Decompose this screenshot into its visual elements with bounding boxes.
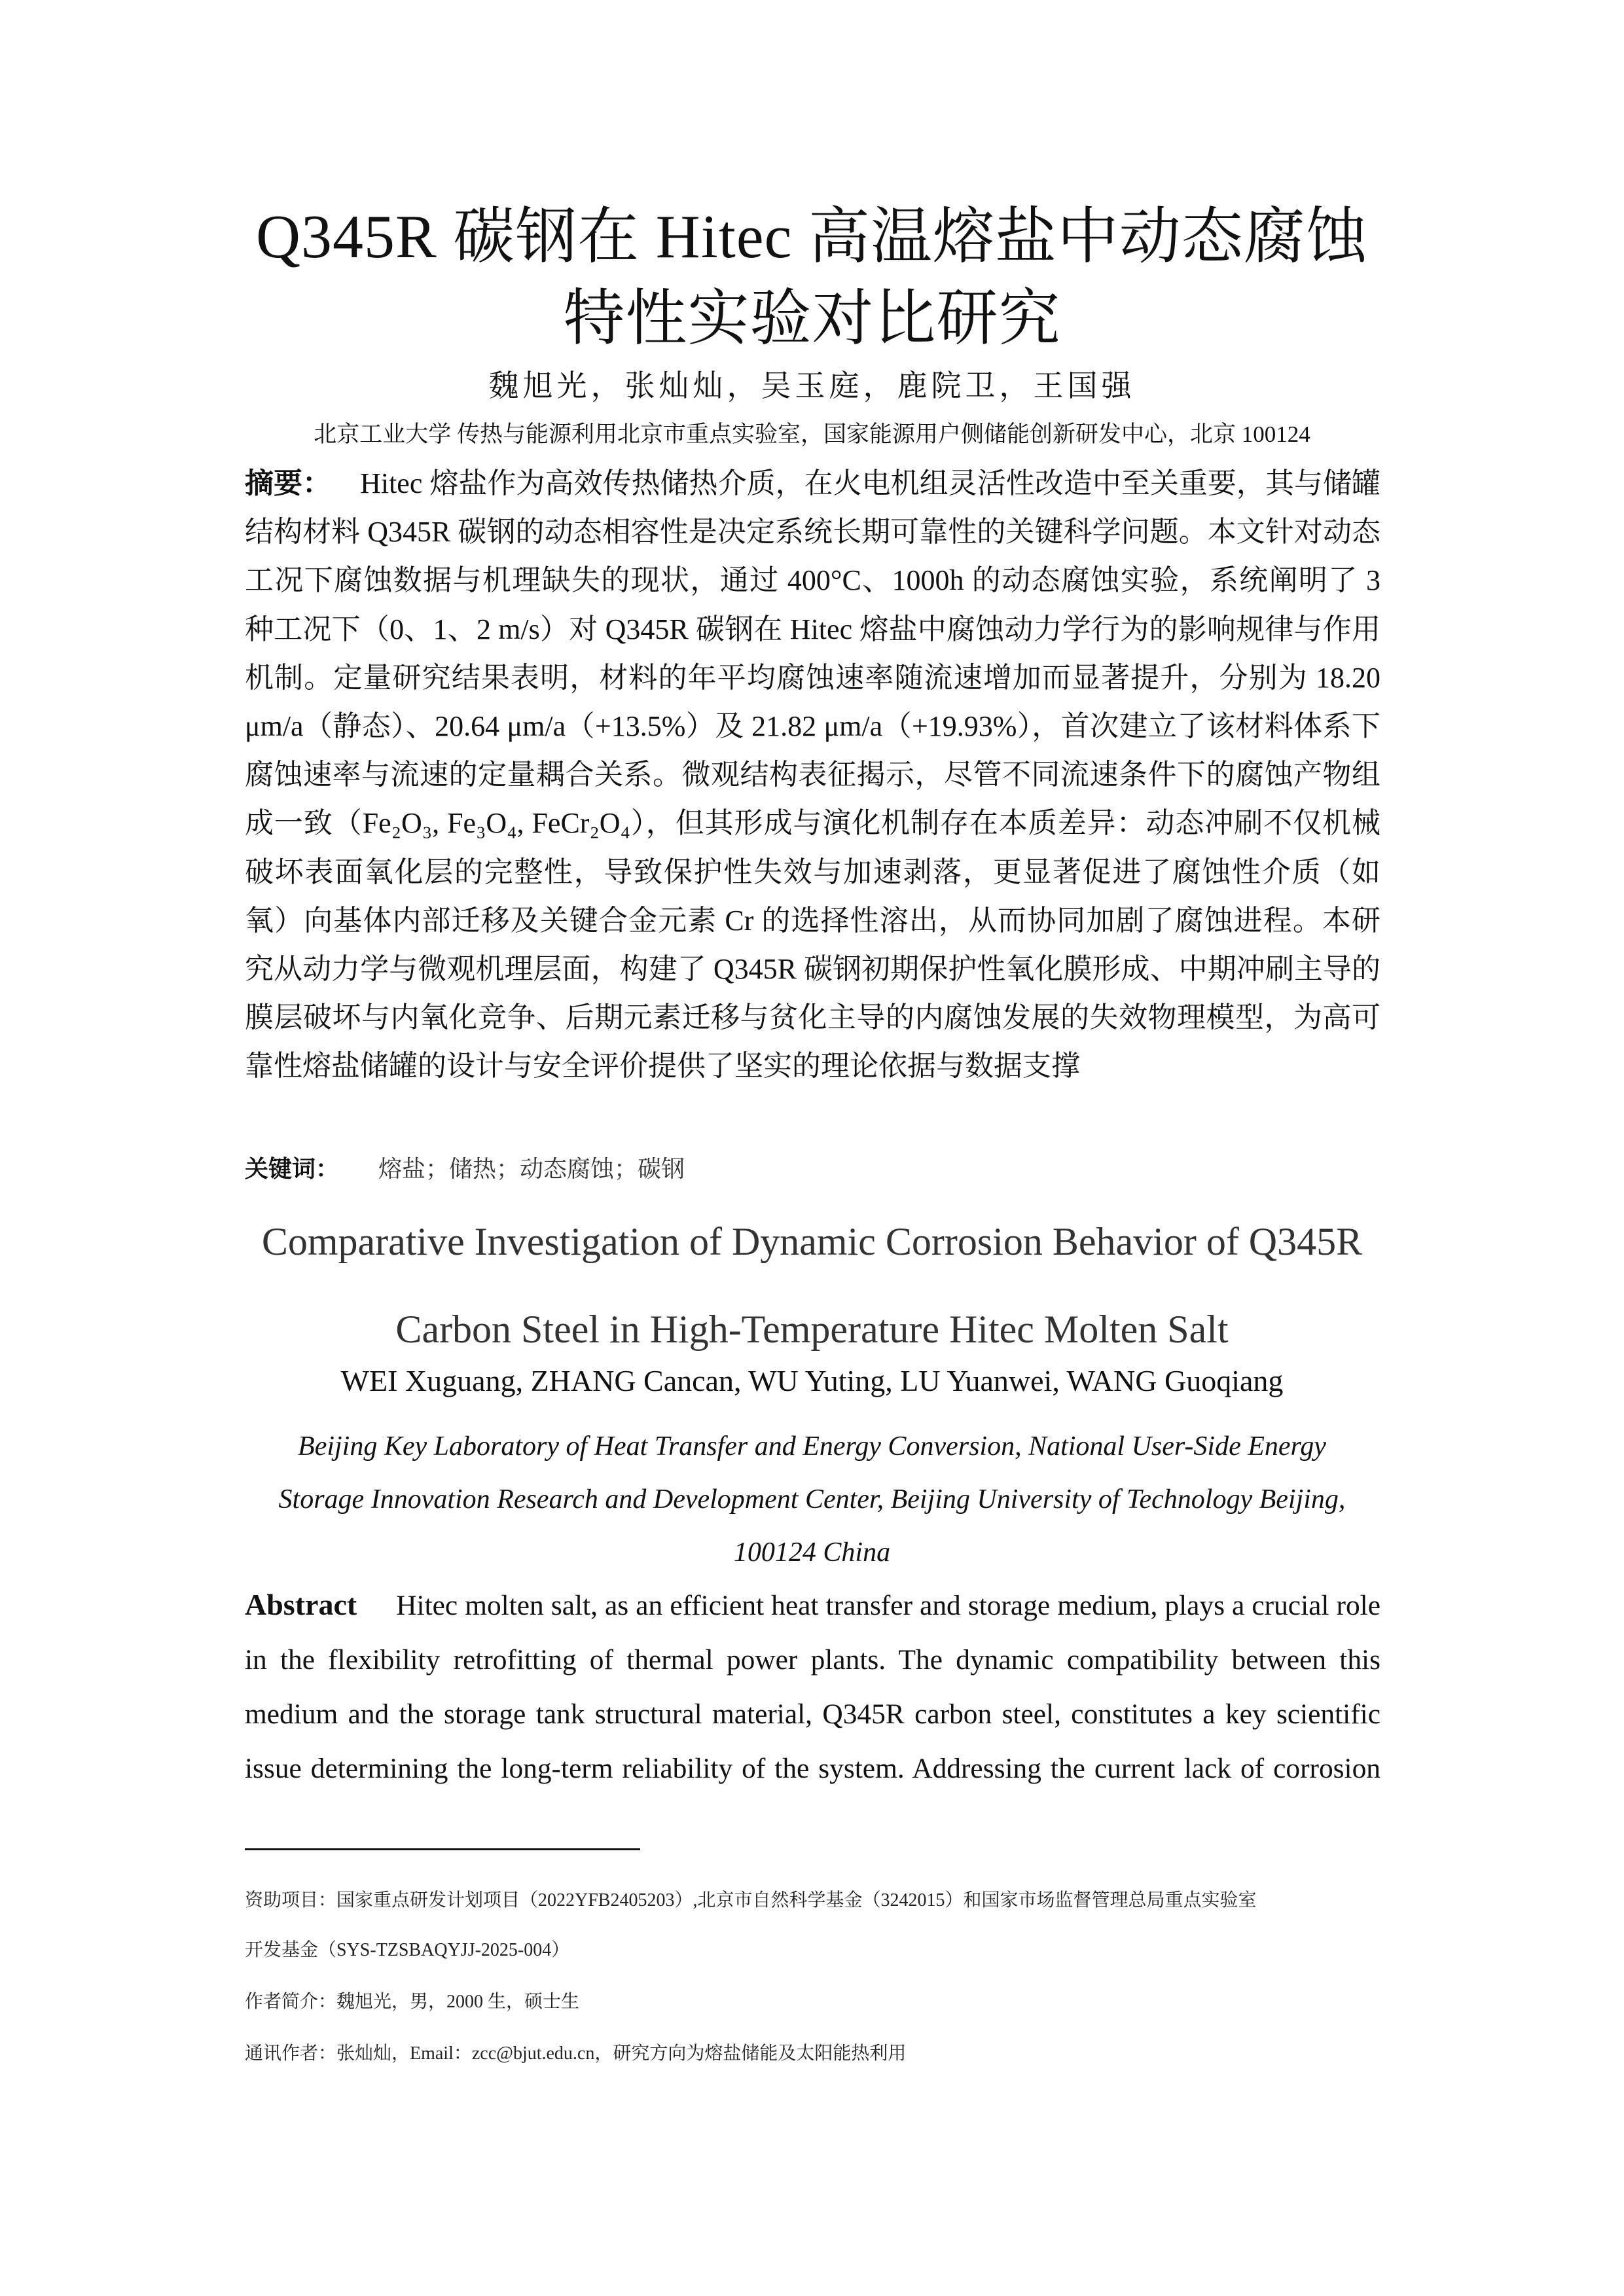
- affiliation-en-line1: Beijing Key Laboratory of Heat Transfer and Energy Conversion, National User-Side Energy: [298, 1431, 1326, 1462]
- abstract-en-label: Abstract: [245, 1588, 357, 1621]
- abstract-cn-text: Hitec 熔盐作为高效传热储热介质，在火电机组灵活性改造中至关重要，其与储罐结构材料 Q345R 碳钢的动态相容性是决定系统长期可靠性的关键科学问题。本文针对动态工况下腐蚀数据与机理缺失的现状，通过 400°C、1000h 的动态腐蚀实验，系统阐明了 3 种工况下（0、1、2 m/s）对 Q345R 碳钢在 Hitec 熔盐中腐蚀动力学行为的影响规律与作用机制。定量研究结果表明，材料的年平均腐蚀速率随流速增加而显著提升，分别为 18.20 μm/a（静态）、20.64 μm/a（+13.5%）及 21.82 μm/a（+19.93%），首次建立了该材料体系下腐蚀速率与流速的定量耦合关系。微观结构表征揭示，尽管不同流速条件下的腐蚀产物组成一致（Fe₂O₃, Fe₃O₄, FeCr₂O₄），但其形成与演化机制存在本质差异：动态冲刷不仅机械破坏表面氧化层的完整性，导致保护性失效与加速剥落，更显著促进了腐蚀性介质（如氧）向基体内部迁移及关键合金元素 Cr 的选择性溶出，从而协同加剧了腐蚀进程。本研究从动力学与微观机理层面，构建了 Q345R 碳钢初期保护性氧化膜形成、中期冲刷主导的膜层破坏与内氧化竞争、后期元素迁移与贫化主导的内腐蚀发展的失效物理模型，为高可靠性熔盐储罐的设计与安全评价提供了坚实的理论依据与数据支撑: [245, 467, 1381, 1083]
- keywords-cn-label: 关键词：: [245, 1156, 340, 1183]
- paper-title-cn: [196, 196, 1428, 360]
- paper-title-en-line1: Comparative Investigation of Dynamic Corrosion Behavior of Q345R: [261, 1220, 1363, 1263]
- affiliation-cn: 北京工业大学 传热与能源利用北京市重点实验室，国家能源用户侧储能创新研发中心，北京 100124: [314, 422, 1310, 447]
- abstract-en-text: Hitec molten salt, as an efficient heat transfer and storage medium, plays a crucial role in the flexibility retrofitting of thermal power plants. The dynamic compatibility between this medium and the storage tank structural material, Q345R carbon steel, constitutes a key scientific issue determining the long-term reliability of the system. Addressing the current lack of corrosion: [245, 1590, 1380, 1784]
- footnote-divider: [245, 1848, 640, 1850]
- paper-title-cn-line2: 特性实验对比研究: [563, 285, 1061, 353]
- affiliation-en: [242, 1420, 1382, 1579]
- authors-cn: 魏旭光，张灿灿，吴玉庭，鹿院卫，王国强: [488, 369, 1136, 403]
- affiliation-en-line3: 100124 China: [733, 1537, 891, 1568]
- abstract-cn-label: 摘要：: [245, 467, 332, 500]
- footnote-funding-line2: 开发基金（SYS-TZSBAQYJJ-2025-004）: [245, 1940, 570, 1960]
- paper-title-cn-line1: Q345R 碳钢在 Hitec 高温熔盐中动态腐蚀: [256, 203, 1368, 271]
- footnote-author-intro: 作者简介：魏旭光，男，2000 生，硕士生: [245, 1992, 580, 2012]
- keywords-cn: [245, 1151, 685, 1184]
- paper-title-en-line2: Carbon Steel in High-Temperature Hitec Molten Salt: [395, 1308, 1229, 1351]
- authors-en: WEI Xuguang, ZHANG Cancan, WU Yuting, LU Yuanwei, WANG Guoqiang: [340, 1364, 1284, 1397]
- abstract-en: [245, 1577, 1380, 1796]
- affiliation-en-line2: Storage Innovation Research and Development Center, Beijing University of Technology Beijing,: [278, 1484, 1346, 1515]
- abstract-cn: [245, 459, 1380, 1091]
- paper-title-en: [196, 1198, 1428, 1373]
- footnote-funding-line1: 资助项目：国家重点研发计划项目（2022YFB2405203）,北京市自然科学基金（3242015）和国家市场监督管理总局重点实验室: [245, 1890, 1257, 1910]
- keywords-cn-text: 熔盐；储热；动态腐蚀；碳钢: [378, 1156, 685, 1183]
- footnote-corresponding-author: 通讯作者：张灿灿，Email：zcc@bjut.edu.cn，研究方向为熔盐储能及太阳能热利用: [245, 2043, 907, 2064]
